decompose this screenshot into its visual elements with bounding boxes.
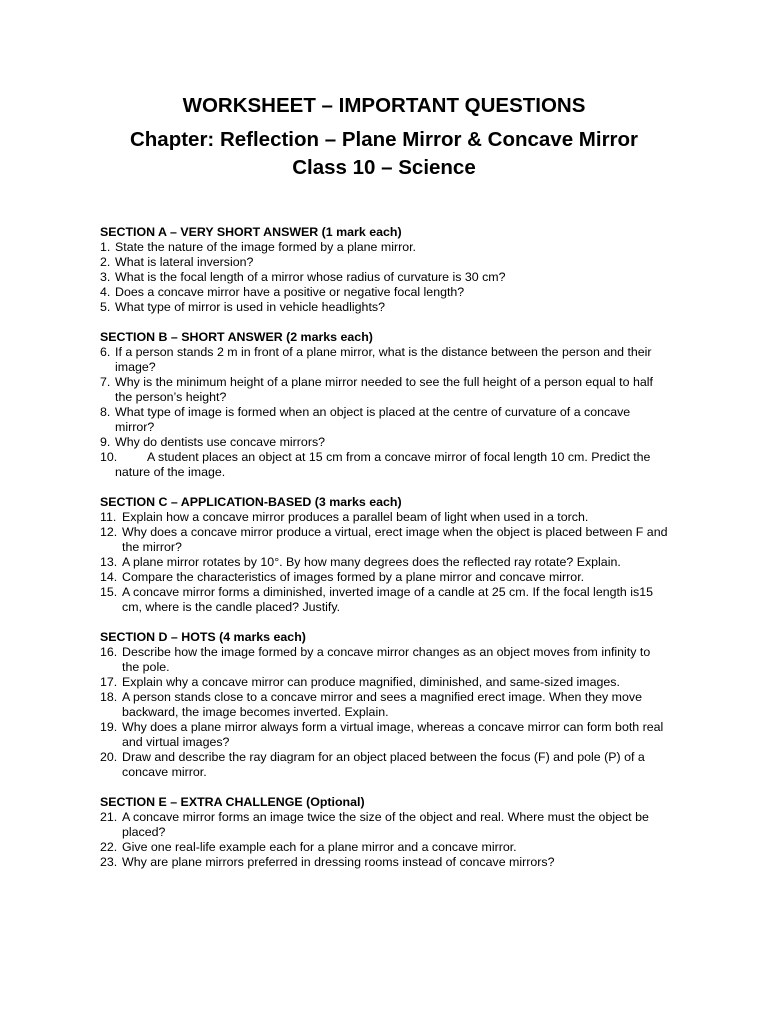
- question-item: [100, 375, 670, 405]
- question-sections: [100, 225, 670, 885]
- question-text: A plane mirror rotates by 10°. By how many degrees does the reflected ray rotate? Explain.: [122, 555, 621, 569]
- question-number: 20.: [100, 750, 118, 764]
- question-number: 14.: [100, 570, 118, 584]
- question-number: 17.: [100, 675, 118, 689]
- question-item: [100, 690, 670, 720]
- question-item: [100, 750, 670, 780]
- question-number: 2.: [100, 255, 111, 269]
- question-item: [100, 435, 670, 450]
- question-text: Why do dentists use concave mirrors?: [115, 435, 326, 449]
- question-number: 11.: [100, 510, 117, 524]
- question-number: 5.: [100, 300, 111, 314]
- question-text: Compare the characteristics of images formed by a plane mirror and concave mirror.: [122, 570, 585, 584]
- question-text: What type of mirror is used in vehicle headlights?: [115, 300, 385, 314]
- question-number: 23.: [100, 855, 118, 869]
- section-block: [100, 795, 670, 870]
- question-number: 13.: [100, 555, 118, 569]
- question-item: [100, 300, 670, 315]
- question-number: 6.: [100, 345, 111, 359]
- question-item: [100, 285, 670, 300]
- question-number: 9.: [100, 435, 111, 449]
- section-heading: SECTION E – EXTRA CHALLENGE (Optional): [100, 795, 365, 809]
- question-item: [100, 585, 670, 615]
- question-item: [100, 510, 670, 525]
- question-text: Describe how the image formed by a concave mirror changes as an object moves from infinity to the pole.: [122, 645, 651, 674]
- question-text: What is the focal length of a mirror whose radius of curvature is 30 cm?: [115, 270, 506, 284]
- question-number: 12.: [100, 525, 118, 539]
- question-text: If a person stands 2 m in front of a plane mirror, what is the distance between the person and their image?: [115, 345, 652, 374]
- question-text: Explain how a concave mirror produces a parallel beam of light when used in a torch.: [122, 510, 589, 524]
- question-item: [100, 555, 670, 570]
- question-item: [100, 675, 670, 690]
- question-item: [100, 570, 670, 585]
- question-number: 21.: [100, 810, 118, 824]
- question-item: [100, 840, 670, 855]
- question-list: [100, 510, 670, 615]
- question-item: [100, 810, 670, 840]
- question-list: [100, 645, 670, 780]
- question-text: Why are plane mirrors preferred in dressing rooms instead of concave mirrors?: [122, 855, 555, 869]
- question-text: What is lateral inversion?: [115, 255, 254, 269]
- question-text: A person stands close to a concave mirror and sees a magnified erect image. When they move backward, the image becomes inverted. Explain.: [122, 690, 642, 719]
- question-number: 8.: [100, 405, 111, 419]
- question-number: 16.: [100, 645, 118, 659]
- question-item: [100, 270, 670, 285]
- section-heading: SECTION C – APPLICATION-BASED (3 marks each): [100, 495, 402, 509]
- question-number: 22.: [100, 840, 118, 854]
- question-list: [100, 345, 670, 480]
- question-text: Give one real-life example each for a plane mirror and a concave mirror.: [122, 840, 517, 854]
- question-number: 1.: [100, 240, 111, 254]
- section-heading: SECTION A – VERY SHORT ANSWER (1 mark each): [100, 225, 402, 239]
- question-number: 18.: [100, 690, 118, 704]
- chapter-subtitle: Chapter: Reflection – Plane Mirror & Concave Mirror Class 10 – Science: [129, 128, 639, 179]
- question-number: 7.: [100, 375, 111, 389]
- question-text: A concave mirror forms an image twice the size of the object and real. Where must the object be placed?: [122, 810, 649, 839]
- question-text: A student places an object at 15 cm from a concave mirror of focal length 10 cm. Predict the nature of the image.: [115, 450, 651, 479]
- question-text: Why is the minimum height of a plane mirror needed to see the full height of a person equal to half the person’s height?: [115, 375, 653, 404]
- question-number: 4.: [100, 285, 111, 299]
- question-list: [100, 240, 670, 315]
- section-block: [100, 330, 670, 480]
- section-block: [100, 225, 670, 315]
- question-text: What type of image is formed when an object is placed at the centre of curvature of a concave mirror?: [115, 405, 631, 434]
- question-text: Why does a plane mirror always form a virtual image, whereas a concave mirror can form both real and virtual images?: [122, 720, 664, 749]
- section-heading: SECTION B – SHORT ANSWER (2 marks each): [100, 330, 373, 344]
- question-item: [100, 405, 670, 435]
- question-text: Why does a concave mirror produce a virtual, erect image when the object is placed between F and the mirror?: [122, 525, 668, 554]
- question-text: Explain why a concave mirror can produce magnified, diminished, and same-sized images.: [122, 675, 620, 689]
- question-text: Does a concave mirror have a positive or negative focal length?: [115, 285, 465, 299]
- question-number: 10.: [100, 450, 118, 464]
- question-list: [100, 810, 670, 870]
- question-item: [100, 645, 670, 675]
- section-block: [100, 495, 670, 615]
- question-text: State the nature of the image formed by a plane mirror.: [115, 240, 416, 254]
- worksheet-title: WORKSHEET – IMPORTANT QUESTIONS: [182, 94, 586, 117]
- question-item: [100, 450, 670, 480]
- question-number: 3.: [100, 270, 111, 284]
- question-number: 15.: [100, 585, 118, 599]
- question-item: [100, 720, 670, 750]
- question-item: [100, 240, 670, 255]
- question-item: [100, 855, 670, 870]
- question-item: [100, 345, 670, 375]
- question-item: [100, 255, 670, 270]
- question-text: A concave mirror forms a diminished, inverted image of a candle at 25 cm. If the focal length is15 cm, where is the candle placed? Justify.: [122, 585, 653, 614]
- section-block: [100, 630, 670, 780]
- question-number: 19.: [100, 720, 118, 734]
- section-heading: SECTION D – HOTS (4 marks each): [100, 630, 306, 644]
- question-item: [100, 525, 670, 555]
- question-text: Draw and describe the ray diagram for an object placed between the focus (F) and pole (P) of a concave mirror.: [122, 750, 645, 779]
